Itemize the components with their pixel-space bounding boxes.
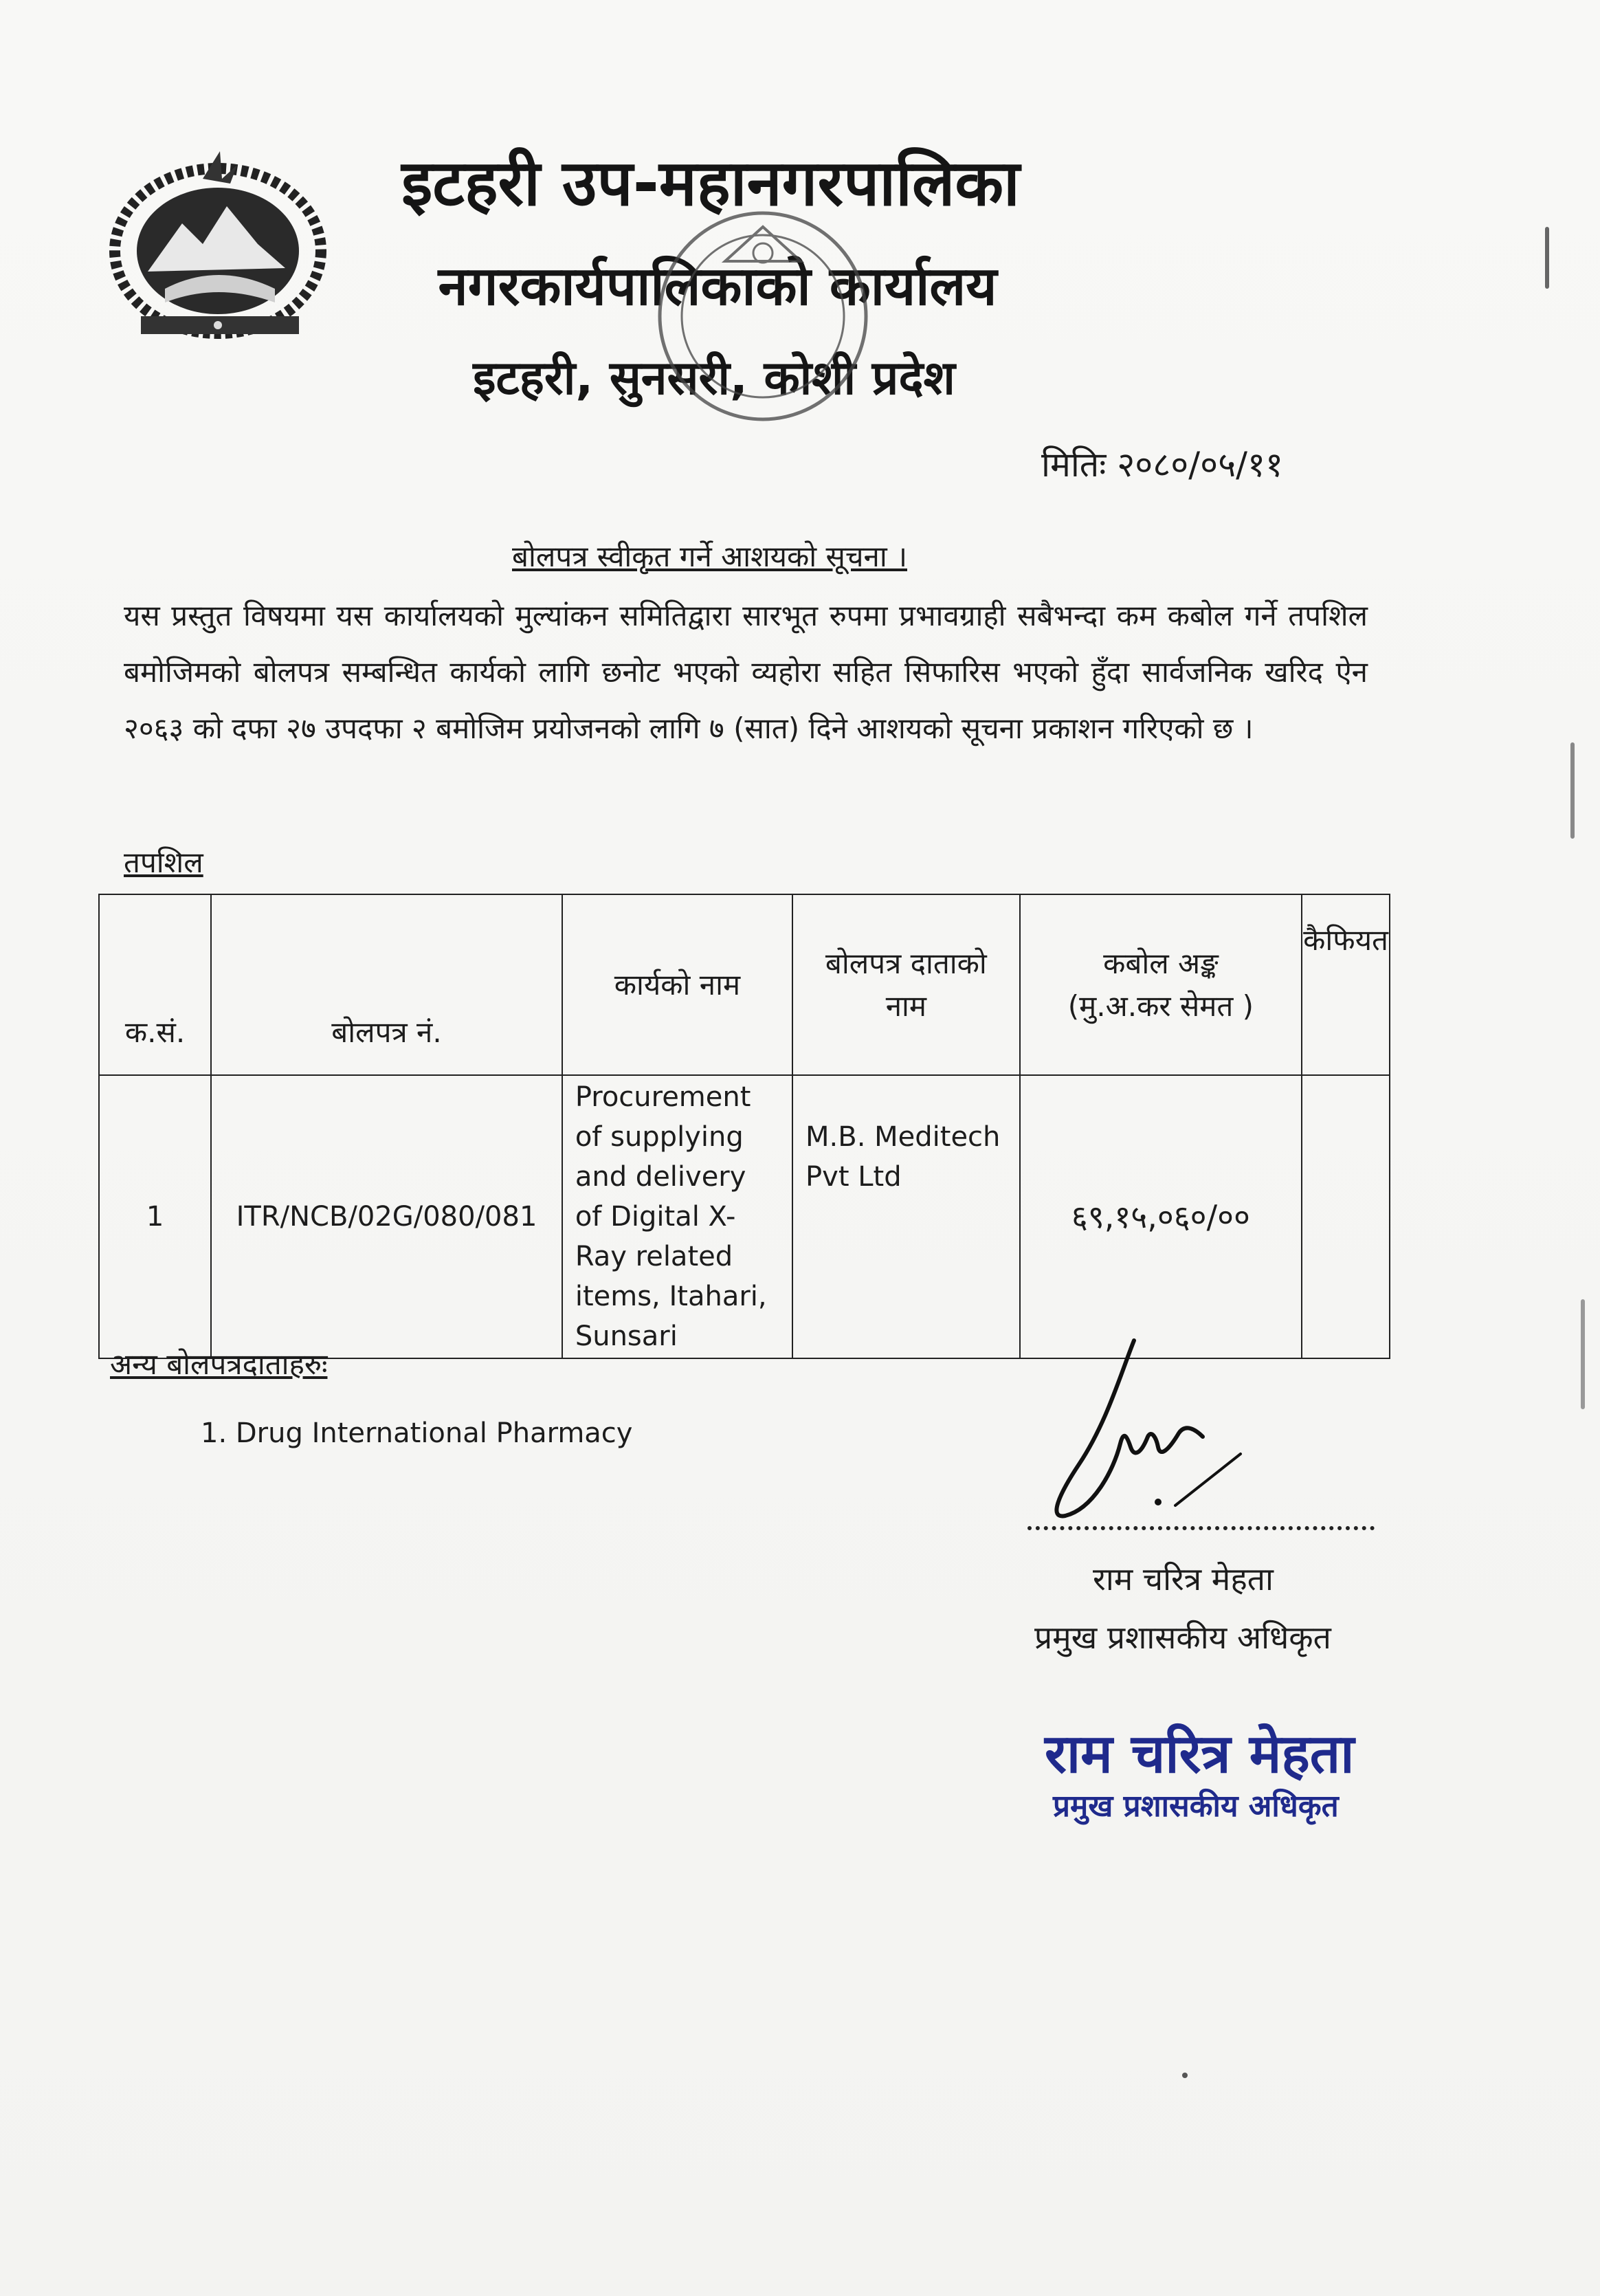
other-bidder-item: 1. Drug International Pharmacy [201,1417,633,1449]
office-seal-stamp [649,199,876,433]
header-bidder [792,894,1020,1075]
cell-bid-no: ITR/NCB/02G/080/081 [211,1075,562,1358]
signatory-name: राम चरित्र मेहता [1093,1560,1274,1598]
notice-body: यस प्रस्तुत विषयमा यस कार्यालयको मुल्यांकन समितिद्वारा सारभूत रुपमा प्रभावग्राही सबैभन्दा कम कबोल गर्ने तपशिल बमोजिमको बोलपत्र सम्बन्धित कार्यको लागि छनोट भएको व्यहोरा सहित सिफारिस भएको हुँदा सार्वजनिक खरिद ऐन २०६३ को दफा २७ उपदफा २ बमोजिम प्रयोजनको लागि ७ (सात) दिने आशयको सूचना प्रकाशन गरिएको छ । [124,599,1368,745]
header-remarks: कैफियत [1302,894,1390,1075]
stamp-name: राम चरित्र मेहता [1045,1723,1355,1785]
header-work-name: कार्यको नाम [562,894,792,1075]
header-bidder-line2: नाम [885,989,927,1023]
header-amount-line2: (मु.अ.कर सेमत ) [1067,989,1254,1023]
municipality-name: इटहरी उप-महानगरपालिका [401,146,1020,220]
table-header-row [99,894,1390,1075]
stamp-title: प्रमुख प्रशासकीय अधिकृत [1053,1789,1339,1824]
header-amount-line1: कबोल अङ्क [1103,946,1219,980]
office-location: इटहरी, सुनसरी, कोशी प्रदेश [473,351,955,406]
handwritten-signature [1038,1334,1244,1533]
cell-amount: ६९,१५,०६०/०० [1020,1075,1302,1358]
paper-edge-mark [1545,227,1549,289]
paper-edge-mark [1570,742,1575,839]
signatory-title: प्रमुख प्रशासकीय अधिकृत [1034,1619,1331,1656]
notice-subject: बोलपत्र स्वीकृत गर्ने आशयको सूचना । [512,540,907,573]
bid-table [98,894,1390,1359]
cell-bidder: M.B. Meditech Pvt Ltd [792,1075,1020,1358]
cell-remarks [1302,1075,1390,1358]
office-name: नगरकार्यपालिकाको कार्यालय [438,256,997,318]
cell-work-name: Procurement of supplying and delivery of Digital X-Ray related items, Itahari, Sunsari [562,1075,792,1358]
table-row [99,1075,1390,1358]
cell-sn: 1 [99,1075,211,1358]
notice-date: मितिः २०८०/०५/११ [1041,445,1283,485]
paper-edge-mark [1581,1299,1585,1409]
paper-speck [1182,2073,1188,2078]
header-bidder-line1: बोलपत्र दाताको [825,946,987,980]
header-amount [1020,894,1302,1075]
header-sn: क.सं. [99,894,211,1075]
details-heading: तपशिल [124,846,203,879]
header-bid-no: बोलपत्र नं. [211,894,562,1075]
signature-line [1027,1526,1375,1530]
other-bidders-heading: अन्य बोलपत्रदाताहरुः [110,1347,328,1381]
